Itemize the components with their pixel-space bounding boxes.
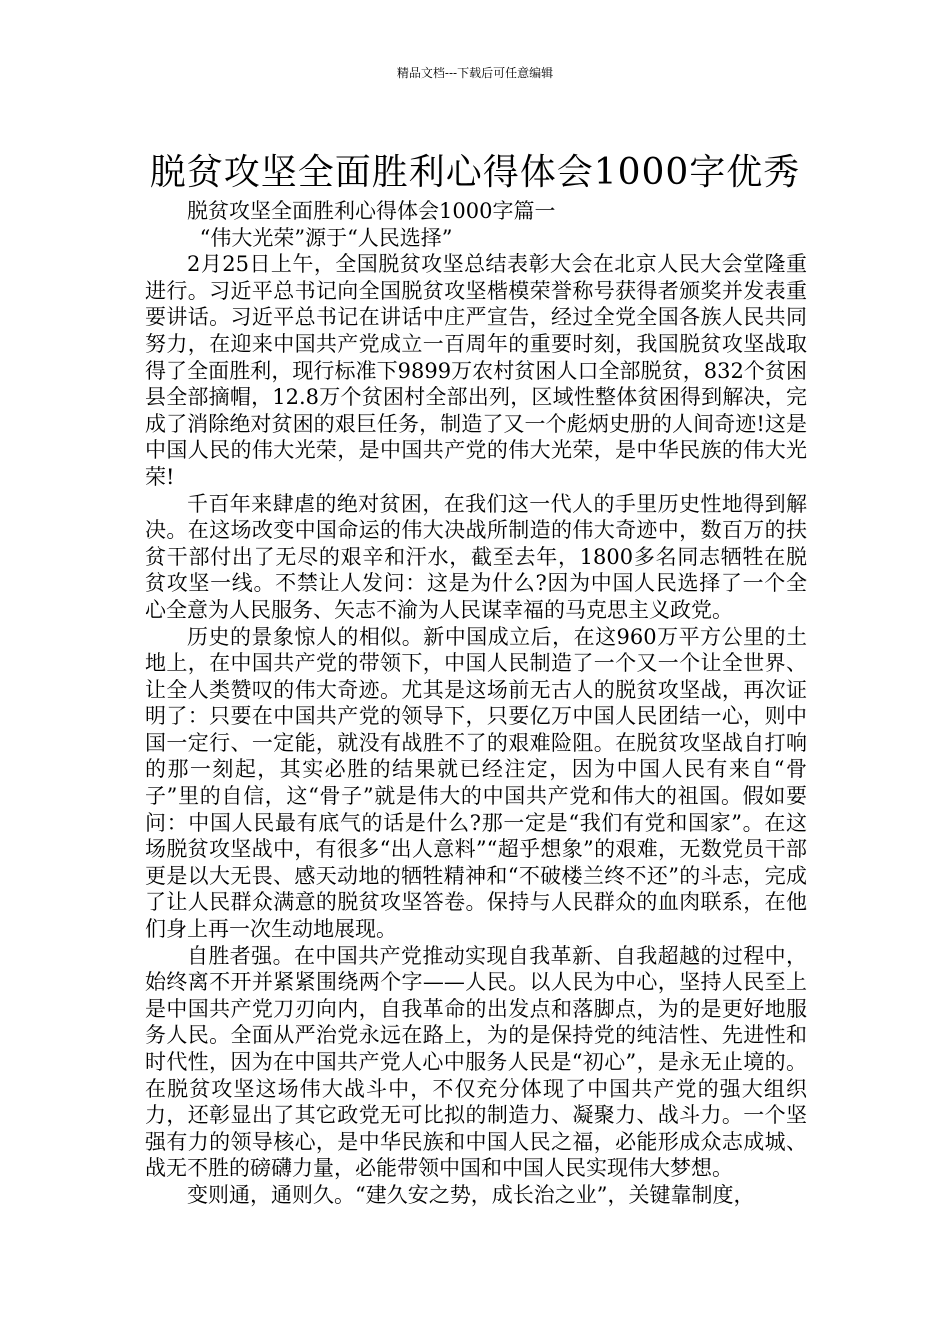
paragraph: 自胜者强。在中国共产党推动实现自我革新、自我超越的过程中，始终离不开并紧紧围绕两个字——人民。以人民为中心，坚持人民至上是中国共产党刀刃向内，自我革命的出发点和落脚点，为的是更好地服务人民。全面从严治党永远在路上，为的是保持党的纯洁性、先进性和时代性，因为在中国共产党人心中服务人民是“初心”，是永无止境的。在脱贫攻坚这场伟大战斗中，不仅充分体现了中国共产党的强大组织力，还彰显出了其它政党无可比拟的制造力、凝聚力、战斗力。一个坚强有力的领导核心，是中华民族和中国人民之福，必能形成众志成城、战无不胜的磅礴力量，必能带领中国和中国人民实现伟大梦想。 — [145, 943, 807, 1181]
section-heading: 脱贫攻坚全面胜利心得体会1000字篇一 — [187, 199, 556, 223]
document-title: 脱贫攻坚全面胜利心得体会1000字优秀 — [149, 152, 801, 194]
paragraph: 变则通，通则久。“建久安之势，成长治之业”，关键靠制度， — [187, 1182, 755, 1207]
header-note: 精品文档---下载后可任意编辑 — [396, 66, 554, 80]
document-body — [145, 198, 807, 1209]
paragraph: 2月25日上午，全国脱贫攻坚总结表彰大会在北京人民大会堂隆重进行。习近平总书记向全国脱贫攻坚楷模荣誉称号获得者颁奖并发表重要讲话。习近平总书记在讲话中庄严宣告，经过全党全国各族人民共同努力，在迎来中国共产党成立一百周年的重要时刻，我国脱贫攻坚战取得了全面胜利，现行标准下9899万农村贫困人口全部脱贫，832个贫困县全部摘帽，12.8万个贫困村全部出列，区域性整体贫困得到解决，完成了消除绝对贫困的艰巨任务，制造了又一个彪炳史册的人间奇迹!这是中国人民的伟大光荣，是中国共产党的伟大光荣，是中华民族的伟大光荣! — [145, 252, 807, 489]
subtitle: “伟大光荣”源于“人民选择” — [199, 225, 453, 250]
paragraph: 历史的景象惊人的相似。新中国成立后，在这960万平方公里的土地上，在中国共产党的带领下，中国人民制造了一个又一个让全世界、让全人类赞叹的伟大奇迹。尤其是这场前无古人的脱贫攻坚战，再次证明了：只要在中国共产党的领导下，只要亿万中国人民团结一心，则中国一定行、一定能，就没有战胜不了的艰难险阻。在脱贫攻坚战自打响的那一刻起，其实必胜的结果就已经注定，因为中国人民有来自“骨子”里的自信，这“骨子”就是伟大的中国共产党和伟大的祖国。假如要问：中国人民最有底气的话是什么?那一定是“我们有党和国家”。在这场脱贫攻坚战中，有很多“出人意料”“超乎想象”的艰难，无数党员干部更是以大无畏、感天动地的牺牲精神和“不破楼兰终不还”的斗志，完成了让人民群众满意的脱贫攻坚答卷。保持与人民群众的血肉联系，在他们身上再一次生动地展现。 — [145, 624, 807, 942]
paragraph: 千百年来肆虐的绝对贫困，在我们这一代人的手里历史性地得到解决。在这场改变中国命运的伟大决战所制造的伟大奇迹中，数百万的扶贫干部付出了无尽的艰辛和汗水，截至去年，1800多名同志牺牲在脱贫攻坚一线。不禁让人发问：这是为什么?因为中国人民选择了一个全心全意为人民服务、矢志不渝为人民谋幸福的马克思主义政党。 — [145, 491, 807, 622]
